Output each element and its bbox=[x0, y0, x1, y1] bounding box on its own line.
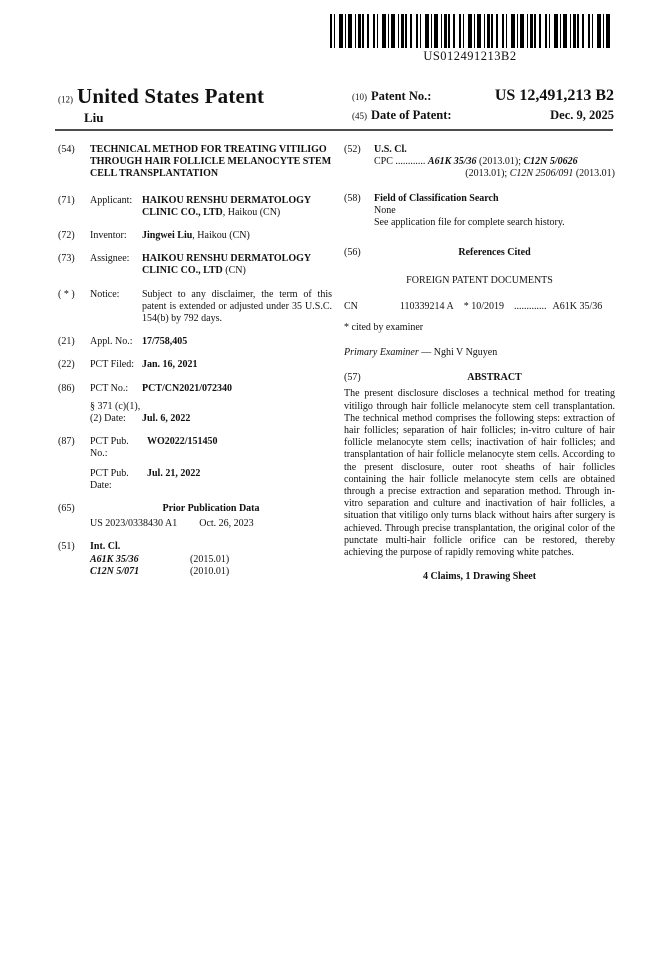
cpc-class: A61K 35/36 bbox=[427, 156, 477, 168]
field-search-note: See application file for complete search history. bbox=[374, 217, 565, 229]
prior-pub-item bbox=[58, 503, 332, 530]
field-search-none: None bbox=[374, 204, 396, 216]
pct-pub-date-value: Jul. 21, 2022 bbox=[147, 467, 201, 479]
field-search-heading: Field of Classification Search bbox=[374, 192, 499, 204]
barcode bbox=[330, 14, 610, 64]
pct-filed-value: Jan. 16, 2021 bbox=[142, 359, 198, 371]
assignee-item bbox=[58, 253, 332, 277]
inid-86: (86) bbox=[58, 382, 75, 394]
inid-45: (45) bbox=[352, 111, 367, 121]
header-divider bbox=[55, 129, 613, 131]
prior-pub-heading: Prior Publication Data bbox=[162, 503, 260, 515]
patent-date-label: Date of Patent: bbox=[371, 108, 452, 122]
notice-item bbox=[58, 289, 332, 326]
inid-51: (51) bbox=[58, 541, 75, 553]
document-title: United States Patent bbox=[77, 84, 265, 108]
int-cl-code: A61K 35/36 bbox=[90, 553, 139, 565]
examiner-separator: — bbox=[418, 347, 434, 359]
cited-by-examiner-note: * cited by examiner bbox=[344, 321, 424, 333]
foreign-doc-row bbox=[344, 301, 615, 313]
appl-no-item bbox=[58, 336, 332, 348]
pct-pub-no-value: WO2022/151450 bbox=[147, 436, 218, 448]
inventor-value bbox=[142, 230, 332, 242]
inventor-item bbox=[58, 230, 332, 242]
primary-examiner-label: Primary Examiner bbox=[344, 347, 419, 359]
cpc-label: CPC bbox=[374, 156, 393, 168]
foreign-doc-date: * 10/2019 bbox=[463, 300, 504, 312]
inid-22: (22) bbox=[58, 359, 75, 371]
inid-21: (21) bbox=[58, 336, 75, 348]
header-right bbox=[352, 84, 614, 126]
inventor-label: Inventor: bbox=[90, 230, 127, 242]
section-371-line: § 371 (c)(1), bbox=[90, 400, 141, 412]
pct-filed-item bbox=[58, 359, 332, 371]
inid-58: (58) bbox=[344, 192, 361, 204]
applicant-name: HAIKOU RENSHU DERMATOLOGY CLINIC CO., LTD bbox=[142, 194, 311, 218]
page-header bbox=[58, 84, 614, 126]
abstract-heading: ABSTRACT bbox=[467, 372, 522, 384]
patent-number-label: Patent No.: bbox=[371, 89, 432, 103]
references-heading: References Cited bbox=[458, 247, 531, 259]
pct-pub-no-label: PCT Pub. No.: bbox=[90, 436, 129, 460]
document-kind-line bbox=[58, 84, 264, 109]
pct-filed-label: PCT Filed: bbox=[90, 359, 134, 371]
inventor-location: , Haikou (CN) bbox=[192, 230, 250, 242]
patent-number-row bbox=[352, 87, 614, 105]
cpc-line-1 bbox=[374, 156, 615, 168]
371-date-label: (2) Date: bbox=[90, 413, 126, 425]
assignee-label: Assignee: bbox=[90, 253, 130, 265]
cpc-leader: ............ bbox=[395, 156, 426, 168]
371-date-value: Jul. 6, 2022 bbox=[142, 413, 191, 425]
inid-56: (56) bbox=[344, 247, 361, 259]
abstract-section bbox=[344, 372, 615, 583]
foreign-docs-heading: FOREIGN PATENT DOCUMENTS bbox=[406, 275, 553, 287]
applicant-item bbox=[58, 195, 332, 219]
barcode-image bbox=[330, 14, 610, 48]
inid-71: (71) bbox=[58, 194, 75, 206]
int-cl-year: (2010.01) bbox=[190, 565, 230, 577]
primary-examiner-name: Nghi V Nguyen bbox=[433, 347, 498, 359]
inid-52: (52) bbox=[344, 144, 361, 155]
inid-87: (87) bbox=[58, 436, 75, 448]
assignee-location: (CN) bbox=[222, 265, 246, 277]
inventor-surname: Liu bbox=[84, 110, 104, 125]
cpc-year: (2013.01) bbox=[573, 168, 615, 180]
inid-10: (10) bbox=[352, 92, 367, 102]
invention-title-item bbox=[58, 144, 332, 181]
inid-54: (54) bbox=[58, 144, 75, 155]
foreign-doc-leader: ............. bbox=[514, 300, 547, 312]
references-section bbox=[344, 247, 615, 334]
cpc-line-2 bbox=[374, 168, 615, 180]
pct-no-item bbox=[58, 383, 332, 426]
inid-star: ( * ) bbox=[58, 288, 75, 300]
pct-pub-item bbox=[58, 436, 332, 492]
abstract-text: The present disclosure discloses a technical method for treating vitiligo through hair follicle melanocyte stem cell transplantation. The technical method comprises the following steps: extraction of hair follicles; separation of hair follicles; in-vitro culture of hair follicle melanocyte stem cells; inactivation of hair follicles; and transplantation of hair follicle melanocyte stem cells. According to the present disclosure, outer root sheaths of hair follicles containing the hair follicle melanocyte stem cells are obtained through a precise extraction and separation method. Through in-vitro separation and culture and inactivation of hair follicles, a situation that vitiligo only turns black without hairs after surgery is achieved. Through precise transplantation, the original color of the punctate multi-hair follicle orifice can be restored, thereby achieving the purpose of rapidly removing white patches. bbox=[344, 388, 615, 559]
cpc-class: C12N 5/0626 bbox=[523, 156, 578, 168]
invention-title: TECHNICAL METHOD FOR TREATING VITILIGO THROUGH HAIR FOLLICLE MELANOCYTE STEM CELL TRANSPLANTATION bbox=[90, 144, 332, 180]
pct-no-value: PCT/CN2021/072340 bbox=[142, 382, 232, 394]
int-cl-year: (2015.01) bbox=[190, 553, 230, 565]
cpc-year: (2013.01); bbox=[465, 168, 510, 180]
applicant-value bbox=[142, 195, 332, 219]
appl-no-label: Appl. No.: bbox=[90, 336, 133, 348]
patent-number-value: US 12,491,213 B2 bbox=[494, 87, 614, 104]
patent-date-row bbox=[352, 108, 614, 123]
field-search-item bbox=[344, 193, 615, 230]
primary-examiner-line bbox=[344, 347, 615, 359]
prior-pub-number: US 2023/0338430 A1 bbox=[90, 518, 178, 530]
inid-72: (72) bbox=[58, 230, 75, 242]
foreign-doc-class: A61K 35/36 bbox=[552, 300, 603, 312]
header-left bbox=[58, 84, 264, 126]
foreign-doc-country: CN bbox=[344, 300, 358, 312]
inid-65: (65) bbox=[58, 503, 75, 515]
left-column bbox=[58, 144, 332, 589]
foreign-doc-number: 110339214 A bbox=[399, 300, 454, 312]
int-cl-item bbox=[58, 541, 332, 578]
barcode-number: US012491213B2 bbox=[423, 49, 517, 63]
notice-label: Notice: bbox=[90, 288, 120, 300]
assignee-name: HAIKOU RENSHU DERMATOLOGY CLINIC CO., LTD bbox=[142, 253, 311, 277]
body-columns bbox=[58, 144, 615, 589]
claims-drawing-line: 4 Claims, 1 Drawing Sheet bbox=[422, 571, 537, 583]
pct-no-label: PCT No.: bbox=[90, 382, 129, 394]
inid-73: (73) bbox=[58, 253, 75, 265]
inid-12: (12) bbox=[58, 94, 73, 105]
references-heading-row bbox=[344, 247, 615, 259]
applicant-location: , Haikou (CN) bbox=[222, 206, 281, 218]
us-cl-heading: U.S. Cl. bbox=[374, 144, 407, 155]
int-cl-code: C12N 5/071 bbox=[90, 565, 140, 577]
int-cl-heading: Int. Cl. bbox=[90, 541, 121, 553]
pct-pub-date-label: PCT Pub. Date: bbox=[90, 467, 129, 491]
notice-text: Subject to any disclaimer, the term of this patent is extended or adjusted under 35 U.S.C. 154(b) by 792 days. bbox=[142, 288, 332, 325]
cpc-class: C12N 2506/091 bbox=[509, 168, 574, 180]
assignee-value bbox=[142, 253, 332, 277]
prior-pub-date: Oct. 26, 2023 bbox=[199, 518, 254, 530]
us-cl-item bbox=[344, 144, 615, 181]
inventor-name: Jingwei Liu bbox=[142, 230, 193, 242]
cpc-year: (2013.01); bbox=[476, 156, 524, 168]
inid-57: (57) bbox=[344, 372, 361, 384]
patent-date-value: Dec. 9, 2025 bbox=[550, 108, 614, 122]
right-column bbox=[344, 144, 615, 589]
appl-no-value: 17/758,405 bbox=[142, 336, 188, 348]
applicant-label: Applicant: bbox=[90, 194, 133, 206]
abstract-heading-row bbox=[344, 372, 615, 384]
